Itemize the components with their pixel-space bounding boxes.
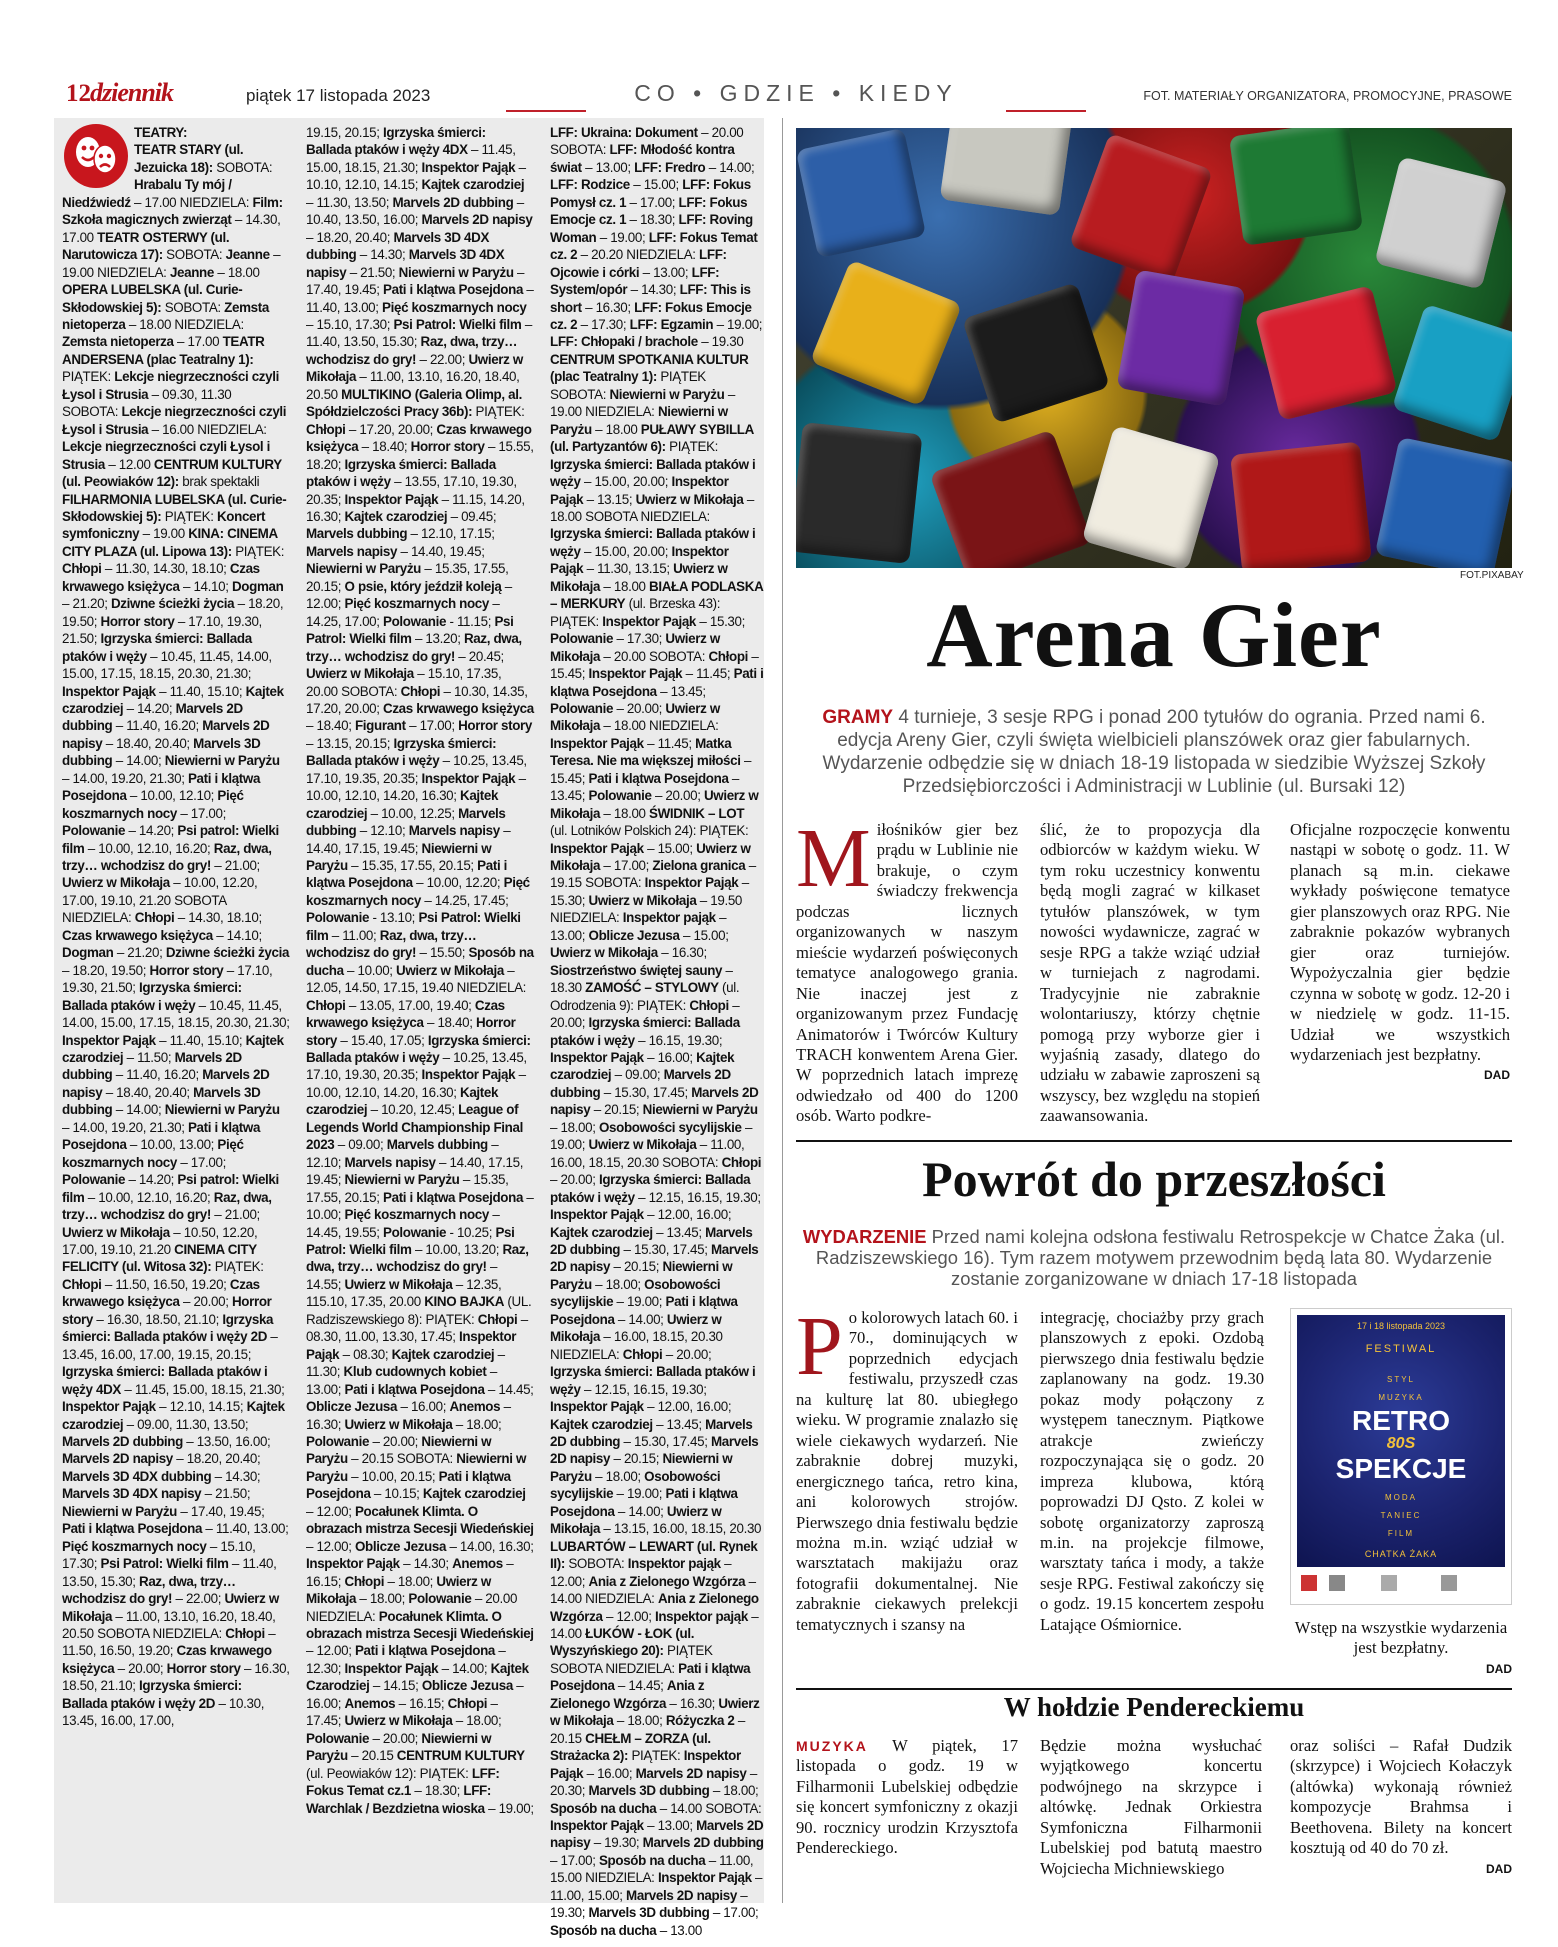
penderecki-text-1: W piątek, 17 listopada o godz. 19 w Filharmonii Lubelskiej odbędzie się koncert symfoniczny z okazji 90. rocznicy urodzin Krzysztofa Pendereckiego. bbox=[796, 1736, 1018, 1858]
poster-artwork bbox=[1297, 1315, 1505, 1567]
poster-dates: 17 i 18 listopada 2023 bbox=[1356, 1321, 1446, 1331]
arena-column-1 bbox=[796, 812, 1018, 1127]
penderecki-column-1 bbox=[796, 1736, 1018, 1859]
arena-text-3: Oficjalne rozpoczęcie konwentu nastąpi w sobotę o godz. 11. W planach są m.in. ciekawe wykłady poświęcone tematyce gier planszowych oraz RPG. Nie zabraknie pokazów wybranych gier oraz turniejów. Wypożyczalnia gier będzie czynna w sobotę w godz. 12-20 i w niedzielę w godz. 11-15. Udział we wszystkich wydarzeniach jest bezpłatny. bbox=[1290, 820, 1510, 1064]
listings-column-1 bbox=[62, 124, 290, 1730]
header-rule-right bbox=[1006, 110, 1086, 112]
listings-text-1: TEATRY: TEATR STARY (ul. Jezuicka 18): SOBOTA: Hrabalu Ty mój / Niedźwiedź – 17.00 NIEDZIELA: Film: Szkoła magicznych zwierząt – 14.30, 17.00 TEATR OSTERWY (ul. Narutowicza 17): SOBOTA: Jeanne – 19.00 NIEDZIELA: Jeanne – 18.00 OPERA LUBELSKA (ul. Curie-Skłodowskiej 5): SOBOTA: Zemsta nietoperza – 18.00 NIEDZIELA: Zemsta nietoperza – 17.00 TEATR ANDERSENA (plac Teatralny 1): PIĄTEK: Lekcje niegrzeczności czyli Łysol i Strusia – 09.30, 11.30 SOBOTA: Lekcje niegrzeczności czyli Łysol i Strusia – 16.00 NIEDZIELA: Lekcje niegrzeczności czyli Łysol i Strusia – 12.00 CENTRUM KULTURY (ul. Peowiaków 12): brak spektakli FILHARMONIA LUBELSKA (ul. Curie-Skłodowskiej 5): PIĄTEK: Koncert symfoniczny – 19.00 KINA: CINEMA CITY PLAZA (ul. Lipowa 13): PIĄTEK: Chłopi – 11.30, 14.30, 18.10; Czas krwawego księżyca – 14.10; Dogman – 21.20; Dziwne ścieżki życia – 18.20, 19.50; Horror story – 17.10, 19.30, 21.50; Igrzyska śmierci: Ballada ptaków i węży – 10.45, 11.45, 14.00, 15.00, 17.15, 18.15, 20.30, 21.30; Inspektor Pająk – 11.40, 15.10; Kajtek czarodziej – 14.20; Marvels 2D dubbing – 11.40, 16.20; Marvels 2D napisy – 18.40, 20.40; Marvels 3D dubbing – 14.00; Niewierni w Paryżu – 14.00, 19.20, 21.30; Pati i klątwa Posejdona – 10.00, 12.10; Pięć koszmarnych nocy – 17.00; Polowanie – 14.20; Psi patrol: Wielki film – 10.00, 12.10, 16.20; Raz, dwa, trzy… wchodzisz do gry! – 21.00; Uwierz w Mikołaja – 10.00, 12.20, 17.00, 19.10, 21.20 SOBOTA NIEDZIELA: Chłopi – 14.30, 18.10; Czas krwawego księżyca – 14.10; Dogman – 21.20; Dziwne ścieżki życia – 18.20, 19.50; Horror story – 17.10, 19.30, 21.50; Igrzyska śmierci: Ballada ptaków i węży – 10.45, 11.45, 14.00, 15.00, 17.15, 18.15, 20.30, 21.30; Inspektor Pająk – 11.40, 15.10; Kajtek czarodziej – 11.50; Marvels 2D dubbing – 11.40, 16.20; Marvels 2D napisy – 18.40, 20.40; Marvels 3D dubbing – 14.00; Niewierni w Paryżu – 14.00, 19.20, 21.30; Pati i klątwa Posejdona – 10.00, 13.00; Pięć koszmarnych nocy – 17.00; Polowanie – 14.20; Psi patrol: Wielki film – 10.00, 12.10, 16.20; Raz, dwa, trzy… wchodzisz do gry! – 21.00; Uwierz w Mikołaja – 10.50, 12.20, 17.00, 19.10, 21.20 CINEMA CITY FELICITY (ul. Witosa 32): PIĄTEK: Chłopi – 11.50, 16.50, 19.20; Czas krwawego księżyca – 20.00; Horror story – 16.30, 18.50, 21.10; Igrzyska śmierci: Ballada ptaków i węży 2D – 13.45, 16.00, 17.00, 19.15, 20.15; Igrzyska śmierci: Ballada ptaków i węży 4DX – 11.45, 15.00, 18.15, 21.30; Inspektor Pająk – 12.10, 14.15; Kajtek czarodziej – 09.00, 11.30, 13.50; Marvels 2D dubbing – 13.50, 16.00; Marvels 2D napisy – 18.20, 20.40; Marvels 3D 4DX dubbing – 14.30; Marvels 3D 4DX napisy – 21.50; Niewierni w Paryżu – 17.40, 19.45; Pati i klątwa Posejdona – 11.40, 13.00; Pięć koszmarnych nocy – 15.10, 17.30; Psi Patrol: Wielki film – 11.40, 13.50, 15.30; Raz, dwa, trzy… wchodzisz do gry! – 22.00; Uwierz w Mikołaja – 11.00, 13.10, 16.20, 18.40, 20.50 SOBOTA NIEDZIELA: Chłopi – 11.50, 16.50, 19.20; Czas krwawego księżyca – 20.00; Horror story – 16.30, 18.50, 21.10; Igrzyska śmierci: Ballada ptaków i węży 2D – 10.30, 13.45, 16.00, 17.00, bbox=[62, 125, 290, 1729]
die-shape bbox=[940, 128, 1073, 216]
lead-arena bbox=[796, 706, 1512, 798]
poster-word-1: STYL bbox=[1386, 1375, 1415, 1384]
dice-photo bbox=[796, 128, 1512, 568]
section-divider bbox=[796, 1140, 1512, 1142]
headline-powrot: Powrót do przeszłości bbox=[922, 1151, 1386, 1207]
retro-text-3: Wstęp na wszystkie wydarzenia jest bezpłatny. bbox=[1294, 1618, 1508, 1658]
photo-credit: FOT.PIXABAY bbox=[1460, 570, 1524, 581]
poster-word-taniec: TANIEC bbox=[1380, 1511, 1422, 1520]
listings-box bbox=[54, 118, 764, 1938]
author-signature: DAD bbox=[1486, 1861, 1512, 1876]
issue-date: piątek 17 listopada 2023 bbox=[246, 86, 431, 105]
lead-text: 4 turnieje, 3 sesje RPG i ponad 200 tytułów do ogrania. Przed nami 6. edycja Areny Gier, czyli święta wielbicieli planszówek oraz gier fabularnych. Wydarzenie odbędzie się w dniach 18-19 listopada w siedzibie Wyższej Szkoły Przedsiębiorczości i Administracji w Lublinie (ul. Bursaki 12) bbox=[822, 707, 1486, 797]
kicker-gramy: GRAMY bbox=[822, 707, 894, 728]
column-divider bbox=[782, 118, 783, 1903]
retro-column-3 bbox=[1290, 1618, 1512, 1679]
poster-word-film: FILM bbox=[1387, 1529, 1415, 1538]
listings-column-2: 19.15, 20.15; Igrzyska śmierci: Ballada ptaków i węży 4DX – 11.45, 15.00, 18.15, 21.30; Inspektor Pająk – 10.10, 12.10, 14.15; Kajtek czarodziej – 11.30, 13.50; Marvels 2D dubbing – 10.40, 13.50, 16.00; Marvels 2D napisy – 18.20, 20.40; Marvels 3D 4DX dubbing – 14.30; Marvels 3D 4DX napisy – 21.50; Niewierni w Paryżu – 17.40, 19.45; Pati i klątwa Posejdona – 11.40, 13.00; Pięć koszmarnych nocy – 15.10, 17.30; Psi Patrol: Wielki film – 11.40, 13.50, 15.30; Raz, dwa, trzy… wchodzisz do gry! – 22.00; Uwierz w Mikołaja – 11.00, 13.10, 16.20, 18.40, 20.50 MULTIKINO (Galeria Olimp, al. Spółdzielczości Pracy 36b): PIĄTEK: Chłopi – 17.20, 20.00; Czas krwawego księżyca – 18.40; Horror story – 15.55, 18.20; Igrzyska śmierci: Ballada ptaków i węży – 13.55, 17.10, 19.30, 20.35; Inspektor Pająk – 11.15, 14.20, 16.30; Kajtek czarodziej – 09.45; Marvels dubbing – 12.10, 17.15; Marvels napisy – 14.40, 19.45; Niewierni w Paryżu – 15.35, 17.55, 20.15; O psie, który jeździł koleją – 12.00; Pięć koszmarnych nocy – 14.25, 17.00; Polowanie - 11.15; Psi Patrol: Wielki film – 13.20; Raz, dwa, trzy… wchodzisz do gry! – 20.45; Uwierz w Mikołaja – 15.10, 17.35, 20.00 SOBOTA: Chłopi – 10.30, 14.35, 17.20, 20.00; Czas krwawego księżyca – 18.40; Figurant – 17.00; Horror story – 13.15, 20.15; Igrzyska śmierci: Ballada ptaków i węży – 10.25, 13.45, 17.10, 19.35, 20.35; Inspektor Pająk – 10.00, 12.10, 14.20, 16.30; Kajtek czarodziej – 10.00, 12.25; Marvels dubbing – 12.10; Marvels napisy – 14.40, 17.15, 19.45; Niewierni w Paryżu – 15.35, 17.55, 20.15; Pati i klątwa Posejdona – 10.00, 12.20; Pięć koszmarnych nocy – 14.25, 17.45; Polowanie - 13.10; Psi Patrol: Wielki film – 11.00; Raz, dwa, trzy… wchodzisz do gry! – 15.50; Sposób na ducha – 10.00; Uwierz w Mikołaja – 12.05, 14.50, 17.15, 19.40 NIEDZIELA: Chłopi – 13.05, 17.00, 19.40; Czas krwawego księżyca – 18.40; Horror story – 15.40, 17.05; Igrzyska śmierci: Ballada ptaków i węży – 10.25, 13.45, 17.10, 19.30, 20.35; Inspektor Pająk – 10.00, 12.10, 14.20, 16.30; Kajtek czarodziej – 10.20, 12.45; League of Legends World Championship Final 2023 – 09.00; Marvels dubbing – 12.10; Marvels napisy – 14.40, 17.15, 19.45; Niewierni w Paryżu – 15.35, 17.55, 20.15; Pati i klątwa Posejdona – 10.00; Pięć koszmarnych nocy – 14.45, 19.55; Polowanie - 10.25; Psi Patrol: Wielki film – 10.00, 13.20; Raz, dwa, trzy… wchodzisz do gry! – 14.55; Uwierz w Mikołaja – 12.35, 115.10, 17.35, 20.00 KINO BAJKA (UL. Radziszewskiego 8): PIĄTEK: Chłopi – 08.30, 11.00, 13.30, 17.45; Inspektor Pająk – 08.30; Kajtek czarodziej – 11.30; Klub cudownych kobiet – 13.00; Pati i klątwa Posejdona – 14.45; Oblicze Jezusa – 16.00; Anemos – 16.30; Uwierz w Mikołaja – 18.00; Polowanie – 20.00; Niewierni w Paryżu – 20.15 SOBOTA: Niewierni w Paryżu – 10.00, 20.15; Pati i klątwa Posejdona – 10.15; Kajtek czarodziej – 12.00; Pocałunek Klimta. O obrazach mistrza Secesji Wiedeńskiej – 12.00; Oblicze Jezusa – 14.00, 16.30; Inspektor Pająk – 14.30; Anemos – 16.15; Chłopi – 18.00; Uwierz w Mikołaja – 18.00; Polowanie – 20.00 NIEDZIELA: Pocałunek Klimta. O obrazach mistrza Secesji Wiedeńskiej – 12.00; Pati i klątwa Posejdona – 12.30; Inspektor Pająk – 14.00; Kajtek Czarodziej – 14.15; Oblicze Jezusa – 16.00; Anemos – 16.15; Chłopi – 17.45; Uwierz w Mikołaja – 18.00; Polowanie – 20.00; Niewierni w Paryżu – 20.15 CENTRUM KULTURY (ul. Peowiaków 12): PIĄTEK: LFF: Fokus Temat cz.1 – 18.30; LFF: Warchlak / Bezdzietna wioska – 19.00; bbox=[306, 125, 534, 1816]
newspaper-logo: dziennik bbox=[90, 78, 174, 107]
header-rule-left bbox=[506, 110, 586, 112]
kicker-muzyka: MUZYKA bbox=[796, 1738, 868, 1754]
poster-80s: 80S bbox=[1386, 1435, 1416, 1452]
die-shape bbox=[1069, 133, 1213, 283]
die-shape bbox=[810, 260, 962, 407]
poster-word-2: MUZYKA bbox=[1378, 1393, 1424, 1402]
dropcap-p: P bbox=[796, 1300, 843, 1393]
arena-text-1: iłośników gier bez prądu w Lublinie nie brakuje, o czym świadczy frekwencja podczas licznych organizowanych w naszym mieście wydarzeń poświęconych tematyce analogowego grania. Nie inaczej jest z organizowanym przez Fundację Animatorów i Twórców Kultury TRACH konwentem Arena Gier. W poprzednich latach imprezę odwiedzało od 400 do 1200 osób. Warto podkre- bbox=[796, 820, 1018, 1126]
retro-column-2: integrację, chociażby przy grach planszowych z epoki. Ozdobą pierwszego dnia festiwalu będzie zaplanowany na godz. 19.30 pokaz mody połączony z występem tanecznym. Piątkowe atrakcje zwieńczy rozpoczynająca się o godz. 20 impreza klubowa, którą poprowadzi DJ Qsto. Z kolei w sobotę organizatorzy zaproszą m.in. na projekcje filmowe, warsztaty tańca i mody, a także sesje RPG. Festiwal zakończy się o godz. 19.15 koncertem zespołu Latające Ośmiornice. bbox=[1040, 1308, 1264, 1634]
photo-credits: FOT. MATERIAŁY ORGANIZATORA, PROMOCYJNE, PRASOWE bbox=[1143, 89, 1512, 103]
die-shape bbox=[1374, 156, 1507, 289]
listings-column-3: LFF: Ukraina: Dokument – 20.00 SOBOTA: LFF: Młodość kontra świat – 13.00; LFF: Fredro – 14.00; LFF: Rodzice – 15.00; LFF: Fokus Pomysł cz. 1 – 17.00; LFF: Fokus Emocje cz. 1 – 18.30; LFF: Roving Woman – 19.00; LFF: Fokus Temat cz. 2 – 20.20 NIEDZIELA: LFF: Ojcowie i córki – 13.00; LFF: System/opór – 14.30; LFF: This is short – 16.30; LFF: Fokus Emocje cz. 2 – 17.30; LFF: Egzamin – 19.00; LFF: Chłopaki / brachole – 19.30 CENTRUM SPOTKANIA KULTUR (plac Teatralny 1): PIĄTEK SOBOTA: Niewierni w Paryżu – 19.00 NIEDZIELA: Niewierni w Paryżu – 18.00 PUŁAWY SYBILLA (ul. Partyzantów 6): PIĄTEK: Igrzyska śmierci: Ballada ptaków i węży – 15.00, 20.00; Inspektor Pająk – 13.15; Uwierz w Mikołaja – 18.00 SOBOTA NIEDZIELA: Igrzyska śmierci: Ballada ptaków i węży – 15.00, 20.00; Inspektor Pająk – 11.30, 13.15; Uwierz w Mikołaja – 18.00 BIAŁA PODLASKA – MERKURY (ul. Brzeska 43): PIĄTEK: Inspektor Pająk – 15.30; Polowanie – 17.30; Uwierz w Mikołaja – 20.00 SOBOTA: Chłopi – 15.45; Inspektor Pająk – 11.45; Pati i klątwa Posejdona – 13.45; Polowanie – 20.00; Uwierz w Mikołaja – 18.00 NIEDZIELA: Inspektor Pająk – 11.45; Matka Teresa. Nie ma większej miłości – 15.45; Pati i klątwa Posejdona – 13.45; Polowanie – 20.00; Uwierz w Mikołaja – 18.00 ŚWIDNIK – LOT (ul. Lotników Polskich 24): PIĄTEK: Inspektor Pająk – 15.00; Uwierz w Mikołaja – 17.00; Zielona granica – 19.15 SOBOTA: Inspektor Pająk – 15.30; Uwierz w Mikołaja – 19.50 NIEDZIELA: Inspektor pająk – 13.00; Oblicze Jezusa – 15.00; Uwierz w Mikołaja – 16.30; Siostrzeństwo świętej sauny – 18.30 ZAMOŚĆ – STYLOWY (ul. Odrodzenia 9): PIĄTEK: Chłopi – 20.00; Igrzyska śmierci: Ballada ptaków i węży – 16.15, 19.30; Inspektor Pająk – 16.00; Kajtek czarodziej – 09.00; Marvels 2D dubbing – 15.30, 17.45; Marvels 2D napisy – 20.15; Niewierni w Paryżu – 18.00; Osobowości sycylijskie – 19.00; Uwierz w Mikołaja – 11.00, 16.00, 18.15, 20.30 SOBOTA: Chłopi – 20.00; Igrzyska śmierci: Ballada ptaków i węży – 12.15, 16.15, 19.30; Inspektor Pająk – 12.00, 16.00; Kajtek czarodziej – 13.45; Marvels 2D dubbing – 15.30, 17.45; Marvels 2D napisy – 20.15; Niewierni w Paryżu – 18.00; Osobowości sycylijskie – 19.00; Pati i klątwa Posejdona – 14.00; Uwierz w Mikołaja – 16.00, 18.15, 20.30 NIEDZIELA: Chłopi – 20.00; Igrzyska śmierci: Ballada ptaków i węży – 12.15, 16.15, 19.30; Inspektor Pająk – 12.00, 16.00; Kajtek czarodziej – 13.45; Marvels 2D dubbing – 15.30, 17.45; Marvels 2D napisy – 20.15; Niewierni w Paryżu – 18.00; Osobowości sycylijskie – 19.00; Pati i klątwa Posejdona – 14.00; Uwierz w Mikołaja – 13.15, 16.00, 18.15, 20.30 LUBARTÓW – LEWART (ul. Rynek II): SOBOTA: Inspektor pająk – 12.00; Ania z Zielonego Wzgórza – 14.00 NIEDZIELA: Ania z Zielonego Wzgórza – 12.00; Inspektor pająk – 14.00 ŁUKÓW - ŁOK (ul. Wyszyńskiego 20): PIĄTEK SOBOTA NIEDZIELA: Pati i klątwa Posejdona – 14.45; Ania z Zielonego Wzgórza – 16.30; Uwierz w Mikołaja – 18.00; Różyczka 2 – 20.15 CHEŁM – ZORZA (ul. Strażacka 2): PIĄTEK: Inspektor Pająk – 16.00; Marvels 2D napisy – 20.30; Marvels 3D dubbing – 18.00; Sposób na ducha – 14.00 SOBOTA: Inspektor Pająk – 13.00; Marvels 2D napisy – 19.30; Marvels 2D dubbing – 17.00; Sposób na ducha – 11.00, 15.00 NIEDZIELA: Inspektor Pająk – 11.00, 15.00; Marvels 2D napisy – 19.30; Marvels 3D dubbing – 17.00; Sposób na ducha – 13.00 bbox=[550, 125, 764, 1938]
penderecki-column-3 bbox=[1290, 1736, 1512, 1879]
retrospekcje-poster bbox=[1290, 1308, 1512, 1605]
author-signature: DAD bbox=[1484, 1068, 1510, 1083]
lead-text: Przed nami kolejna odsłona festiwalu Retrospekcje w Chatce Żaka (ul. Radziszewskiego 16). Tym razem motywem przewodnim będą lata 80. Wydarzenie zostanie zorganizowane w dniach 17-18 listopada bbox=[815, 1226, 1506, 1289]
section-divider bbox=[796, 1688, 1512, 1690]
die-shape bbox=[929, 429, 1092, 568]
die-shape bbox=[796, 422, 922, 564]
page-header bbox=[66, 80, 1512, 114]
kicker-wydarzenie: WYDARZENIE bbox=[802, 1226, 927, 1247]
page-number: 12 bbox=[66, 80, 91, 107]
retro-text-1: o kolorowych latach 60. i 70., dominujących w poprzednich edycjach festiwalu, przyszedł czas na kulturę lat 80. ubiegłego wieku. W programie znalazło się wiele ciekawych wydarzeń. Nie zabraknie dobrej muzyki, energicznego tańca, retro kina, ani kolorowych strojów. Pierwszego dnia festiwalu będzie można m.in. wziąć udział w warsztatach makijażu oraz fotografii dokumentalnej. Nie zabraknie ciekawych prelekcji tematycznych i szansy na bbox=[796, 1308, 1018, 1634]
penderecki-text-3: oraz soliści – Rafał Dudzik (skrzypce) i Wojciech Kołaczyk (altówka) wykonają również kompozycje Brahmsa i Beethovena. Bilety na koncert kosztują od 40 do 70 zł. bbox=[1290, 1736, 1512, 1858]
poster-sponsor-logos bbox=[1301, 1575, 1501, 1591]
poster-retro: RETRO bbox=[1352, 1405, 1450, 1436]
poster-festival: FESTIWAL bbox=[1365, 1343, 1437, 1355]
retro-column-1 bbox=[796, 1300, 1018, 1635]
dropcap-m: M bbox=[796, 812, 871, 905]
section-title: CO • GDZIE • KIEDY bbox=[634, 80, 958, 106]
die-shape bbox=[1230, 442, 1372, 568]
die-shape bbox=[1392, 304, 1512, 443]
die-shape bbox=[962, 282, 1110, 424]
die-shape bbox=[1254, 285, 1397, 421]
poster-word-moda: MODA bbox=[1385, 1493, 1417, 1502]
headline-arena-gier: Arena Gier bbox=[926, 584, 1382, 686]
die-shape bbox=[1375, 437, 1512, 568]
arena-column-3 bbox=[1290, 820, 1510, 1086]
die-shape bbox=[1082, 425, 1221, 568]
arena-column-2: ślić, że to propozycja dla odbiorców w każdym wieku. W tym roku uczestnicy konwentu będą mogli zagrać w kilkaset tytułów planszówek, w tym nowości wydawnicze, zagrać w sesje RPG a także wziąć udział w turniejach z nagrodami. Tradycyjnie nie zabraknie wolontariuszy, którzy chętnie pomogą przy wyborze gier i wyjaśnią zasady, dlatego do udziału w zabawie zaproszeni są wszyscy, bez względu na stopień zaawansowania. bbox=[1040, 820, 1260, 1126]
headline-penderecki: W hołdzie Pendereckiemu bbox=[1003, 1692, 1305, 1722]
penderecki-column-2: Będzie można wysłuchać wyjątkowego koncertu podwójnego na skrzypce i altówkę. Jednak Orkiestra Symfoniczna Filharmonii Lubelskiej pod batutą maestro Wojciecha Michniewskiego bbox=[1040, 1736, 1262, 1878]
poster-venue: CHATKA ŻAKA bbox=[1364, 1549, 1438, 1559]
die-shape bbox=[1229, 128, 1363, 246]
die-shape bbox=[1116, 269, 1245, 406]
die-shape bbox=[796, 128, 926, 258]
poster-spekcje: SPEKCJE bbox=[1335, 1453, 1467, 1484]
theatre-masks-icon bbox=[64, 124, 128, 188]
author-signature: DAD bbox=[1486, 1661, 1512, 1676]
lead-retro bbox=[796, 1226, 1512, 1289]
